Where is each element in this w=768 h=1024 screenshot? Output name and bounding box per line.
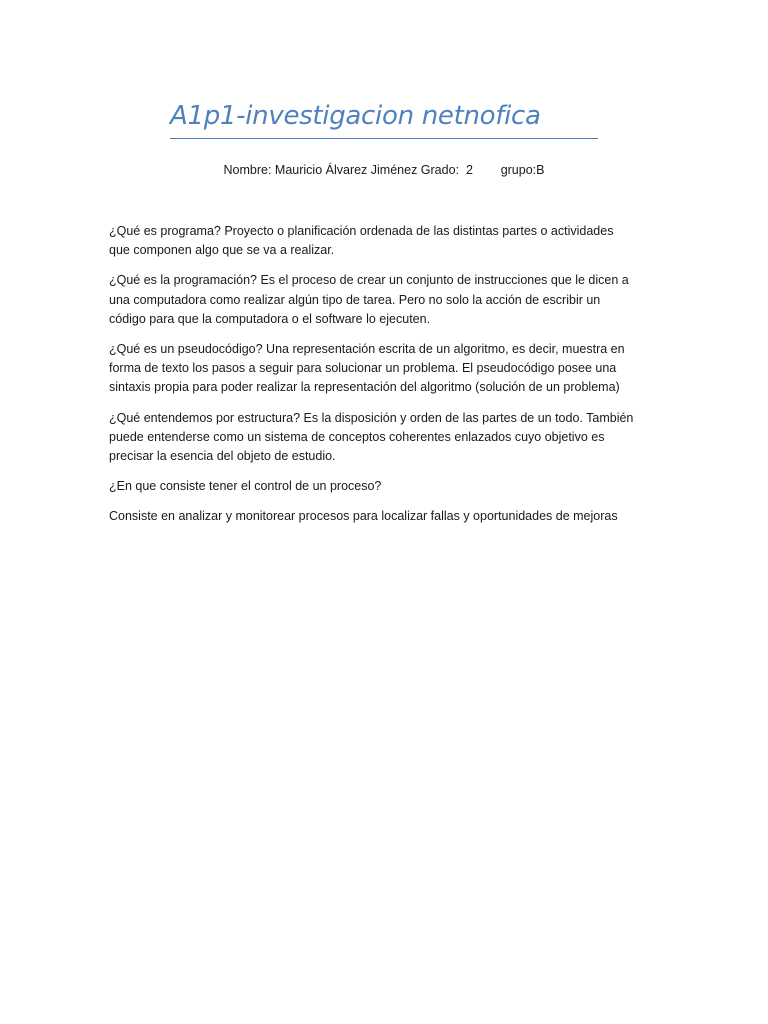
paragraph-control-answer: Consiste en analizar y monitorear procesos para localizar fallas y oportunidades de mejoras — [109, 509, 618, 524]
document-body — [109, 222, 659, 538]
title-underline — [170, 138, 598, 139]
paragraph-pseudocodigo: ¿Qué es un pseudocódigo? Una representación escrita de un algoritmo, es decir, muestra en forma de texto los pasos a seguir para solucionar un problema. El pseudocódigo posee una sintaxis propia para poder realizar la representación del algoritmo (solución de un problema) — [109, 342, 625, 395]
title-block — [170, 98, 598, 139]
document-title: A1p1-investigacion netnofica — [170, 101, 541, 131]
paragraph-programacion: ¿Qué es la programación? Es el proceso de crear un conjunto de instrucciones que le dicen a una computadora como realizar algún tipo de tarea. Pero no solo la acción de escribir un código para que la computadora o el software lo ejecuten. — [109, 273, 629, 326]
paragraph-control-question: ¿En que consiste tener el control de un proceso? — [109, 479, 382, 494]
paragraph-programa: ¿Qué es programa? Proyecto o planificación ordenada de las distintas partes o actividades que componen algo que se va a realizar. — [109, 224, 614, 258]
paragraph-estructura: ¿Qué entendemos por estructura? Es la disposición y orden de las partes de un todo. También puede entenderse como un sistema de conceptos coherentes enlazados cuyo objetivo es precisar la esencia del objeto de estudio. — [109, 410, 634, 464]
author-info: Nombre: Mauricio Álvarez Jiménez Grado: 2 grupo:B — [223, 163, 545, 177]
